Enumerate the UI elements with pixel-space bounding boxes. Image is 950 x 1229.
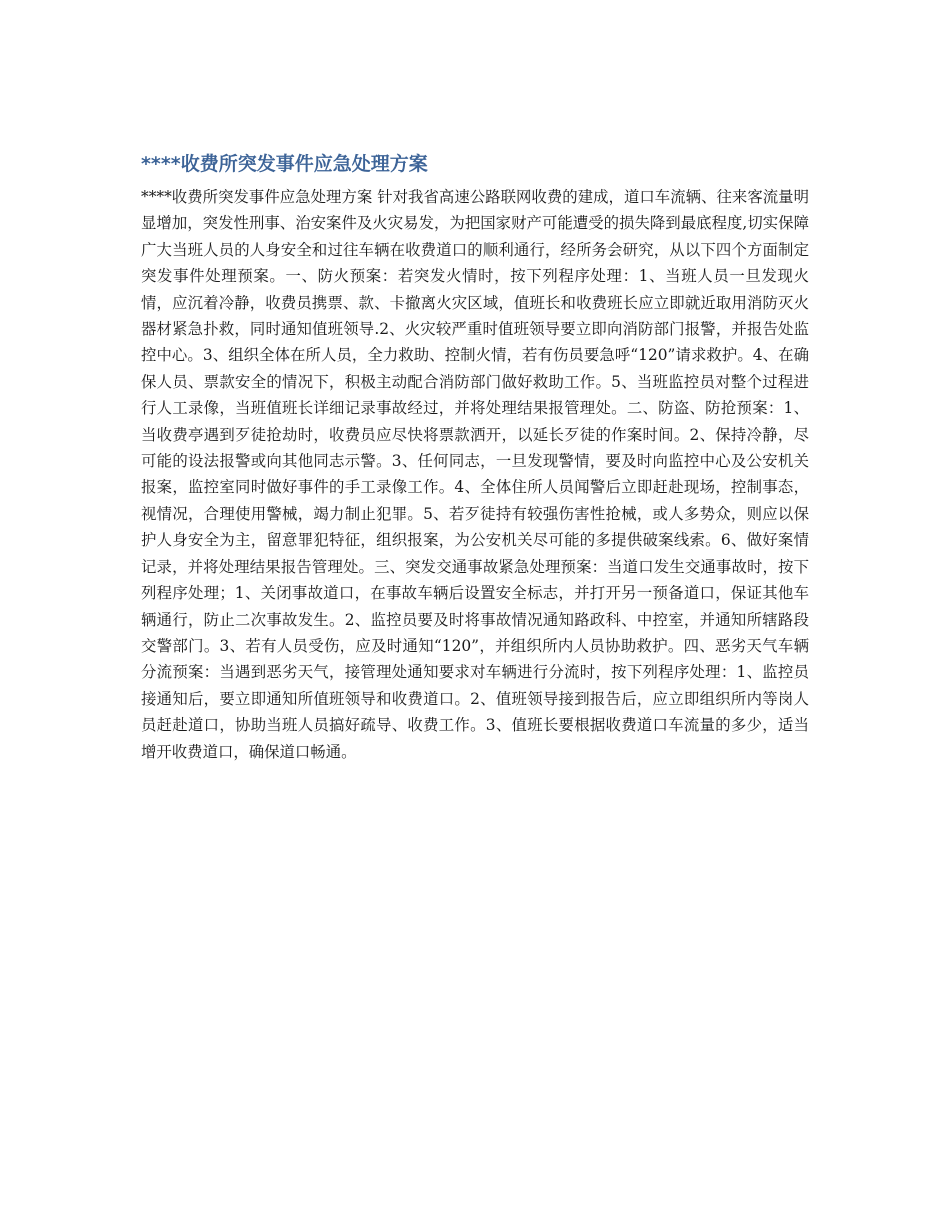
document-title: ****收费所突发事件应急处理方案	[141, 153, 428, 175]
document-content	[141, 148, 809, 765]
document-body: ****收费所突发事件应急处理方案 针对我省高速公路联网收费的建成，道口车流辆、往来客流量明显增加，突发性刑事、治安案件及火灾易发，为把国家财产可能遭受的损失降到最底程度,切实保障广大当班人员的人身安全和过往车辆在收费道口的顺利通行，经所务会研究，从以下四个方面制定突发事件处理预案。一、防火预案：若突发火情时，按下列程序处理：1、当班人员一旦发现火情，应沉着冷静，收费员携票、款、卡撤离火灾区域，值班长和收费班长应立即就近取用消防灭火器材紧急扑救，同时通知值班领导.2、火灾较严重时值班领导要立即向消防部门报警，并报告处监控中心。3、组织全体在所人员，全力救助、控制火情，若有伤员要急呼“120”请求救护。4、在确保人员、票款安全的情况下，积极主动配合消防部门做好救助工作。5、当班监控员对整个过程进行人工录像，当班值班长详细记录事故经过，并将处理结果报管理处。二、防盗、防抢预案：1、当收费亭遇到歹徒抢劫时，收费员应尽快将票款洒开，以延长歹徒的作案时间。2、保持冷静，尽可能的设法报警或向其他同志示警。3、任何同志，一旦发现警情，要及时向监控中心及公安机关报案，监控室同时做好事件的手工录像工作。4、全体住所人员闻警后立即赶赴现场，控制事态，视情况，合理使用警械，竭力制止犯罪。5、若歹徒持有较强伤害性抢械，或人多势众，则应以保护人身安全为主，留意罪犯特征，组织报案，为公安机关尽可能的多提供破案线索。6、做好案情记录，并将处理结果报告管理处。三、突发交通事故紧急处理预案：当道口发生交通事故时，按下列程序处理；1、关闭事故道口，在事故车辆后设置安全标志，并打开另一预备道口，保证其他车辆通行，防止二次事故发生。2、监控员要及时将事故情况通知路政科、中控室，并通知所辖路段交警部门。3、若有人员受伤，应及时通知“120”，并组织所内人员协助救护。四、恶劣天气车辆分流预案：当遇到恶劣天气，接管理处通知要求对车辆进行分流时，按下列程序处理：1、监控员接通知后，要立即通知所值班领导和收费道口。2、值班领导接到报告后，应立即组织所内等岗人员赶赴道口，协助当班人员搞好疏导、收费工作。3、值班长要根据收费道口车流量的多少，适当增开收费道口，确保道口畅通。	[141, 188, 809, 761]
